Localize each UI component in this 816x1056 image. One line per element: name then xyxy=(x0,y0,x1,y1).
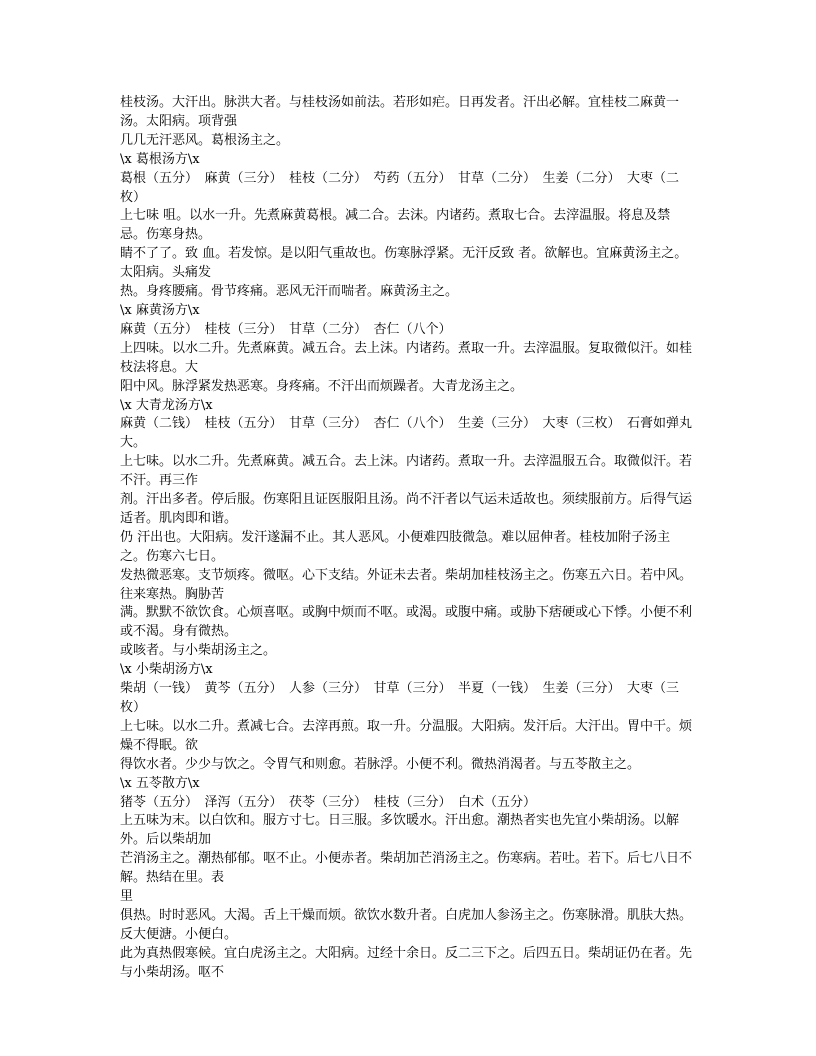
section-heading: \x 葛根汤方\x xyxy=(120,151,200,167)
document-page xyxy=(120,94,696,983)
section-heading: \x 麻黄汤方\x xyxy=(120,302,200,318)
text-line: 满。默默不欲饮食。心烦喜呕。或胸中烦而不呕。或渴。或腹中痛。或胁下痞硬或心下悸。小便不利或不渴。身有微热。 xyxy=(120,605,693,640)
section-heading: \x 五苓散方\x xyxy=(120,775,200,791)
text-line: 上七味。以水二升。先煮麻黄。减五合。去上沫。内诸药。煮取一升。去滓温服五合。取微似汗。若不汗。再三作 xyxy=(120,454,693,489)
text-line: 或咳者。与小柴胡汤主之。 xyxy=(120,643,277,659)
ingredient-list: 柴胡（一钱） 黄芩（五分） 人参（三分） 甘草（三分） 半夏（一钱） 生姜（三分） 大枣（三枚） xyxy=(120,681,680,715)
text-line: 上五味为末。以白饮和。服方寸七。日三服。多饮暖水。汗出愈。潮热者实也先宜小柴胡汤。以解外。后以柴胡加 xyxy=(120,813,680,848)
text-line: 阳中风。脉浮紧发热恶寒。身疼痛。不汗出而烦躁者。大青龙汤主之。 xyxy=(120,378,524,394)
text-line: 上七味。以水二升。煮减七合。去滓再煎。取一升。分温服。大阳病。发汗后。大汗出。胃中干。烦燥不得眠。欲 xyxy=(120,718,693,753)
text-line: 上七味 咀。以水一升。先煮麻黄葛根。减二合。去沫。内诸药。煮取七合。去滓温服。将息及禁忌。伤寒身热。 xyxy=(120,208,671,243)
text-line: 睛不了了。致 血。若发惊。是以阳气重故也。伤寒脉浮紧。无汗反致 者。欲解也。宜麻黄汤主之。太阳病。头痛发 xyxy=(120,246,688,281)
ingredient-list: 葛根（五分） 麻黄（三分） 桂枝（二分） 芍药（五分） 甘草（二分） 生姜（二分） 大枣（二枚） xyxy=(120,170,680,205)
text-line: 发热微恶寒。支节烦疼。微呕。心下支结。外证未去者。柴胡加桂枝汤主之。伤寒五六日。若中风。往来寒热。胸胁苦 xyxy=(120,567,693,602)
text-line: 里 xyxy=(120,889,134,905)
text-line: 上四味。以水二升。先煮麻黄。减五合。去上沫。内诸药。煮取一升。去滓温服。复取微似汗。如桂枝法将息。大 xyxy=(120,340,693,375)
text-line: 桂枝汤。大汗出。脉洪大者。与桂枝汤如前法。若形如疟。日再发者。汗出必解。宜桂枝二麻黄一汤。太阳病。项背强 xyxy=(120,95,680,129)
text-line: 此为真热假寒候。宜白虎汤主之。大阳病。过经十余日。反二三下之。后四五日。柴胡证仍在者。先与小柴胡汤。呕不 xyxy=(120,945,693,980)
text-line: 仍 汗出也。大阳病。发汗遂漏不止。其人恶风。小便难四肢微急。难以屈伸者。桂枝加附子汤主之。伤寒六七日。 xyxy=(120,529,671,564)
text-line: 得饮水者。少少与饮之。令胃气和则愈。若脉浮。小便不利。微热消渴者。与五苓散主之。 xyxy=(120,756,641,772)
section-heading: \x 小柴胡汤方\x xyxy=(120,662,213,678)
ingredient-list: 麻黄（二钱） 桂枝（五分） 甘草（三分） 杏仁（八个） 生姜（三分） 大枣（三枚） 石膏如弹丸大。 xyxy=(120,416,693,451)
text-line: 俱热。时时恶风。大渴。舌上干燥而烦。欲饮水数升者。白虎加人参汤主之。伤寒脉滑。肌肤大热。反大便溏。小便白。 xyxy=(120,907,693,942)
ingredient-list: 麻黄（五分） 桂枝（三分） 甘草（二分） 杏仁（八个） xyxy=(120,321,452,337)
text-line: 几几无汗恶风。葛根汤主之。 xyxy=(120,132,290,148)
text-line: 热。身疼腰痛。骨节疼痛。恶风无汗而喘者。麻黄汤主之。 xyxy=(120,284,459,300)
text-line: 芒消汤主之。潮热郁郁。呕不止。小便赤者。柴胡加芒消汤主之。伤寒病。若吐。若下。后七八日不解。热结在里。表 xyxy=(120,851,693,886)
ingredient-list: 猪苓（五分） 泽泻（五分） 茯苓（三分） 桂枝（三分） 白术（五分） xyxy=(120,794,537,810)
section-heading: \x 大青龙汤方\x xyxy=(120,397,213,413)
text-line: 剂。汗出多者。停后服。伤寒阳且证医服阳且汤。尚不汗者以气运未适故也。须续服前方。后得气运适者。肌肉即和谐。 xyxy=(120,492,693,526)
